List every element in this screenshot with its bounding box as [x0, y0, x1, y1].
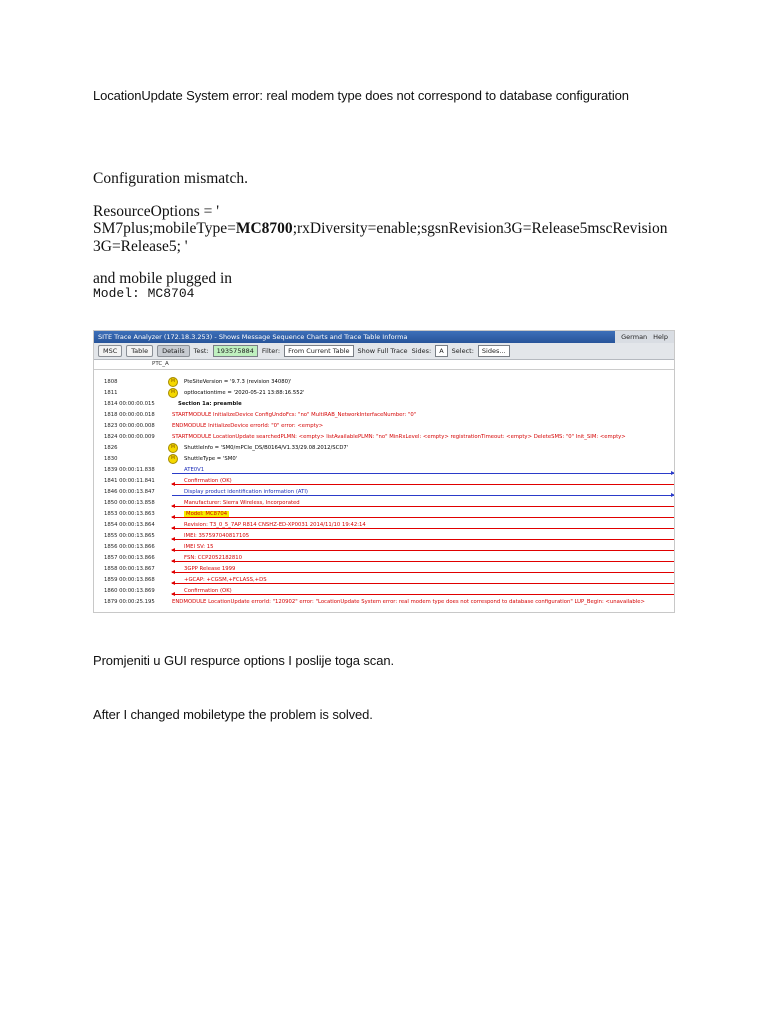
filter-label: Filter:: [261, 347, 281, 355]
trace-row-number: 1859 00:00:13.868: [104, 577, 155, 583]
error-heading: LocationUpdate System error: real modem type does not correspond to database configuration: [93, 88, 629, 103]
column-header: [94, 360, 674, 370]
trace-row[interactable]: [94, 443, 674, 454]
trace-row[interactable]: [94, 388, 674, 399]
trace-row-text: 3GPP Release 1999: [184, 566, 236, 572]
arrow-right: [172, 473, 674, 474]
trace-row-number: 1814 00:00:00.015: [104, 401, 155, 407]
trace-row[interactable]: [94, 597, 674, 608]
trace-toolbar: [94, 343, 674, 360]
message-icon: M: [168, 454, 178, 464]
help-button[interactable]: Help: [653, 333, 668, 341]
trace-row-text: +GCAP: +CGSM,+FCLASS,+DS: [184, 577, 267, 583]
trace-row[interactable]: [94, 509, 674, 520]
arrow-left: [172, 572, 674, 573]
trace-row-number: 1879 00:00:25.195: [104, 599, 155, 605]
trace-row-text: IMEI: 357597040817105: [184, 533, 250, 539]
arrow-right: [172, 495, 674, 496]
trace-row-text: Model: MC8704: [186, 511, 228, 517]
column-header-label: PTC_A: [152, 361, 169, 367]
test-input[interactable]: 193575884: [213, 345, 258, 357]
trace-row[interactable]: [94, 553, 674, 564]
trace-row-number: 1850 00:00:13.858: [104, 500, 155, 506]
arrow-left: [172, 517, 674, 518]
trace-row-text: ShuttleType = 'SM0': [184, 456, 238, 462]
trace-row[interactable]: [94, 531, 674, 542]
trace-row-text: Display product identification information (ATI): [184, 489, 308, 495]
trace-row-text: optlocationtime = '2020-05-21 13:88:16.552': [184, 390, 305, 396]
trace-row-text: ATE0V1: [184, 467, 205, 473]
trace-row-text: Confirmation (OK): [184, 588, 232, 594]
trace-row[interactable]: [94, 564, 674, 575]
trace-row-number: 1854 00:00:13.864: [104, 522, 155, 528]
details-button[interactable]: Details: [157, 345, 190, 357]
trace-row[interactable]: [94, 575, 674, 586]
trace-row[interactable]: [94, 586, 674, 597]
message-icon: M: [168, 377, 178, 387]
trace-row-number: 1839 00:00:11.838: [104, 467, 155, 473]
arrow-left: [172, 539, 674, 540]
trace-row[interactable]: [94, 421, 674, 432]
window-title: SITE Trace Analyzer (172.18.3.253) - Shows Message Sequence Charts and Trace Table Informa: [98, 333, 408, 341]
mobile-plugged-text: and mobile plugged in: [93, 270, 233, 287]
trace-row-number: 1857 00:00:13.866: [104, 555, 155, 561]
test-label: Test:: [193, 347, 209, 355]
trace-row[interactable]: [94, 399, 674, 410]
msc-button[interactable]: MSC: [98, 345, 122, 357]
trace-row-number: 1856 00:00:13.866: [104, 544, 155, 550]
trace-row[interactable]: [94, 465, 674, 476]
trace-row[interactable]: [94, 487, 674, 498]
note-problem-solved: After I changed mobiletype the problem is solved.: [93, 707, 373, 722]
trace-row-text: Section 1a: preamble: [178, 401, 242, 407]
trace-row[interactable]: [94, 498, 674, 509]
resource-options-line2: [93, 220, 667, 238]
resource-options-part-b: ;rxDiversity=enable;sgsnRevision3G=Release5mscRevision: [292, 220, 668, 237]
trace-row-number: 1823 00:00:00.008: [104, 423, 155, 429]
arrow-left: [172, 583, 674, 584]
trace-row-number: 1858 00:00:13.867: [104, 566, 155, 572]
trace-row[interactable]: [94, 542, 674, 553]
arrow-left: [172, 561, 674, 562]
trace-row-text: STARTMODULE LocationUpdate searchedPLMN: <empty> listAvailablePLMN: "no" MinRxLevel: <empty> registrationTimeout: <empty> DeleteSMS: "0" Init_SIM: <empty>: [172, 434, 626, 440]
arrow-left: [172, 550, 674, 551]
trace-row-text: PteSiteVersion = '9.7.3 (revision 34080)': [184, 379, 292, 385]
sides-label: Sides:: [411, 347, 432, 355]
trace-row[interactable]: [94, 410, 674, 421]
config-mismatch-text: Configuration mismatch.: [93, 170, 248, 187]
trace-row-text: Revision: T3_0_5_7AP R814 CNSHZ-ED-XP0031 2014/11/10 19:42:14: [184, 522, 366, 528]
show-full-trace-checkbox[interactable]: Show Full Trace: [357, 347, 408, 355]
resource-options-mobile-type: MC8700: [235, 220, 293, 237]
trace-row-number: 1853 00:00:13.863: [104, 511, 155, 517]
trace-row-text: ENDMODULE LocationUpdate errorId: "120902" error: "LocationUpdate System error: real modem type does not correspond to database configuration" LUP_Begin: <unavailable>: [172, 599, 645, 605]
arrow-left: [172, 528, 674, 529]
german-button[interactable]: German: [621, 333, 648, 341]
trace-row-number: 1841 00:00:11.841: [104, 478, 155, 484]
trace-row-text: ENDMODULE InitializeDevice errorId: "0" error: <empty>: [172, 423, 324, 429]
select-label: Select:: [451, 347, 474, 355]
trace-analyzer-screenshot: [93, 330, 675, 613]
filter-select[interactable]: From Current Table: [284, 345, 353, 357]
select-dropdown[interactable]: Sides...: [478, 345, 510, 357]
trace-row-number: 1826: [104, 445, 118, 451]
trace-row-text: STARTMODULE InitializeDevice ConfigUndoFcs: "no" MultiRAB_NetworkInterfaceNumber: "0": [172, 412, 417, 418]
trace-row-text: Manufacturer: Sierra Wireless, Incorporated: [184, 500, 300, 506]
table-button[interactable]: Table: [126, 345, 153, 357]
window-titlebar: [94, 331, 674, 343]
trace-row-text: IMEI SV: 15: [184, 544, 214, 550]
arrow-left: [172, 594, 674, 595]
trace-rows: [94, 373, 674, 612]
message-icon: M: [168, 443, 178, 453]
trace-row-number: 1830: [104, 456, 118, 462]
trace-row-text: FSN: CCP2052182810: [184, 555, 243, 561]
trace-row-number: 1808: [104, 379, 118, 385]
trace-row-number: 1846 00:00:13.847: [104, 489, 155, 495]
trace-row[interactable]: [94, 520, 674, 531]
trace-row[interactable]: [94, 432, 674, 443]
trace-row-number: 1818 00:00:00.018: [104, 412, 155, 418]
resource-options-line1: ResourceOptions = ': [93, 203, 220, 220]
message-icon: M: [168, 388, 178, 398]
trace-row-number: 1824 00:00:00.009: [104, 434, 155, 440]
trace-row[interactable]: [94, 454, 674, 465]
trace-row-number: 1811: [104, 390, 118, 396]
resource-options-part-a: SM7plus;mobileType=: [93, 220, 236, 237]
titlebar-right: [615, 331, 674, 343]
trace-row-number: 1855 00:00:13.865: [104, 533, 155, 539]
trace-row-number: 1860 00:00:13.869: [104, 588, 155, 594]
sides-input[interactable]: A: [435, 345, 447, 357]
trace-row-text: Confirmation (OK): [184, 478, 232, 484]
trace-row[interactable]: [94, 377, 674, 388]
model-line: Model: MC8704: [93, 286, 195, 301]
resource-options-line3: 3G=Release5; ': [93, 238, 188, 255]
trace-row[interactable]: [94, 476, 674, 487]
arrow-left: [172, 506, 674, 507]
trace-row-text: ShuttleInfo = 'SM0/mPCIe_DS/B0164/V1.33/29.08.2012/SCD7': [184, 445, 349, 451]
note-gui-change: Promjeniti u GUI respurce options I poslije toga scan.: [93, 653, 394, 668]
arrow-left: [172, 484, 674, 485]
